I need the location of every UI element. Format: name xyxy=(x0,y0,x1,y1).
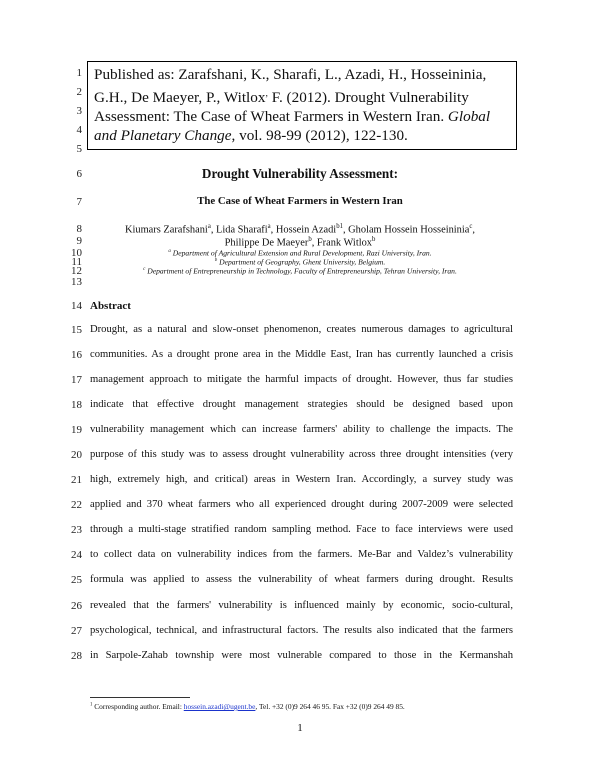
line-number: 12 xyxy=(71,265,82,277)
abstract-line: revealed that the farmers' vulnerability is influenced mainly by economic, socio-cultural, xyxy=(90,600,513,611)
line-number: 25 xyxy=(71,574,82,586)
affiliation-text: Department of Agricultural Extension and Rural Development, Razi University, Iran. xyxy=(170,248,432,258)
abstract-line: applied and 370 wheat farmers who all experienced drought during 2007-2009 were selected xyxy=(90,499,513,510)
footnote xyxy=(90,702,405,711)
line-number: 20 xyxy=(71,449,82,461)
line-number: 27 xyxy=(71,625,82,637)
affiliation-mark: a xyxy=(168,249,171,254)
author-separator: , xyxy=(210,224,217,236)
line-number: 18 xyxy=(71,399,82,411)
line-number: 13 xyxy=(71,276,82,288)
footnote-rule xyxy=(90,697,190,698)
abstract-line: vulnerability management which can increase farmers' ability to challenge the impacts. The xyxy=(90,424,513,435)
line-number: 19 xyxy=(71,424,82,436)
line-number: 16 xyxy=(71,349,82,361)
author-affiliation-mark: b xyxy=(308,236,312,243)
abstract-line: to collect data on vulnerability indices from the farmers. Me-Bar and Valdez’s vulnerability xyxy=(90,549,513,560)
author-affiliation-mark: b xyxy=(371,236,376,243)
abstract-line: psychological, technical, and infrastructural factors. The results also indicated that the farmers xyxy=(90,625,513,636)
line-number: 2 xyxy=(76,86,82,98)
author: Hossein Azadi xyxy=(275,224,337,236)
line-number: 24 xyxy=(71,549,82,561)
line-number: 14 xyxy=(71,300,82,312)
abstract-line: management approach to mitigate the harmful impacts of drought. However, thus far studies xyxy=(90,374,513,385)
author-separator: , xyxy=(311,237,317,249)
line-number: 4 xyxy=(76,124,82,136)
line-number: 10 xyxy=(71,247,82,259)
author-affiliation-mark: a xyxy=(207,223,211,230)
line-number: 9 xyxy=(76,235,82,247)
abstract-line: in Sarpole-Zahab township were most vulnerable compared to those in the Kermanshah xyxy=(90,650,513,661)
citation-box xyxy=(87,61,517,150)
citation-text: Published as: Zarafshani, K., Sharafi, L., Azadi, H., Hosseininia, G.H., De Maeyer, P., Witlox xyxy=(94,66,487,107)
footnote-contact: , Tel. +32 (0)9 264 46 95. Fax +32 (0)9 264 49 85. xyxy=(255,702,405,711)
author-affiliation-mark: a xyxy=(267,223,271,230)
affiliation-text: Department of Entrepreneurship in Technology, Faculty of Entrepreneurship, Tehran University, Iran. xyxy=(145,266,457,276)
abstract-line: communities. As a drought prone area in the Middle East, Iran has currently launched a crisis xyxy=(90,349,513,360)
abstract-heading: Abstract xyxy=(90,300,131,312)
affiliation-mark: c xyxy=(143,267,146,272)
line-number: 21 xyxy=(71,474,82,486)
line-number: 23 xyxy=(71,524,82,536)
author-separator: , xyxy=(472,224,475,236)
abstract-line: indicate that effective drought management strategies should be designed based upon xyxy=(90,399,513,410)
author: Kiumars Zarafshani xyxy=(125,224,208,236)
affiliation xyxy=(90,265,510,276)
line-number: 3 xyxy=(76,105,82,117)
author-separator: , xyxy=(342,224,349,236)
abstract-line: purpose of this study was to assess drought vulnerability across three drought intensities (very xyxy=(90,449,513,460)
abstract-line: through a multi-stage stratified random sampling method. Face to face interviews were used xyxy=(90,524,513,535)
affiliation-mark: b xyxy=(214,258,218,263)
author: Frank Witlox xyxy=(316,237,372,249)
affiliation-text: Department of Geography, Ghent University, Belgium. xyxy=(217,257,386,267)
footnote-text: Corresponding author. Email: xyxy=(92,702,184,711)
line-number: 7 xyxy=(76,196,82,208)
line-number: 17 xyxy=(71,374,82,386)
citation-journal: Global and Planetary Change xyxy=(94,108,491,145)
author-separator: , xyxy=(270,224,276,236)
page-number: 1 xyxy=(297,722,303,734)
abstract-line: Drought, as a natural and slow-onset phenomenon, creates numerous damages to agricultural xyxy=(90,324,513,335)
citation-superscript: , xyxy=(265,88,268,99)
citation-volume: , vol. 98-99 (2012), 122-130. xyxy=(231,127,408,145)
line-number: 6 xyxy=(76,168,82,180)
line-number: 1 xyxy=(76,67,82,79)
line-number: 11 xyxy=(71,256,82,268)
footnote-mark: 1 xyxy=(90,702,93,708)
author-affiliation-mark: b1 xyxy=(336,223,343,230)
email-link[interactable]: hossein.azadi@ugent.be xyxy=(183,702,256,711)
author: Lida Sharafi xyxy=(216,224,268,236)
line-number: 5 xyxy=(76,143,82,155)
line-number: 15 xyxy=(71,324,82,336)
author: Gholam Hossein Hosseininia xyxy=(348,224,470,236)
abstract-line: formula was applied to assess the vulnerability of wheat farmers during drought. Results xyxy=(90,574,513,585)
citation-text-cont: F. (2012). Drought Vulnerability Assessment: The Case of Wheat Farmers in Western Iran. xyxy=(94,89,469,126)
line-number: 22 xyxy=(71,499,82,511)
author-affiliation-mark: c xyxy=(469,223,473,230)
line-number: 28 xyxy=(71,650,82,662)
paper-title: Drought Vulnerability Assessment: xyxy=(201,166,399,181)
paper-subtitle: The Case of Wheat Farmers in Western Iran xyxy=(197,195,403,207)
line-number: 26 xyxy=(71,600,82,612)
abstract-line: high, extremely high, and critical) areas in Western Iran. Accordingly, a survey study was xyxy=(90,474,513,485)
line-number: 8 xyxy=(76,223,82,235)
author: Philippe De Maeyer xyxy=(224,237,309,249)
